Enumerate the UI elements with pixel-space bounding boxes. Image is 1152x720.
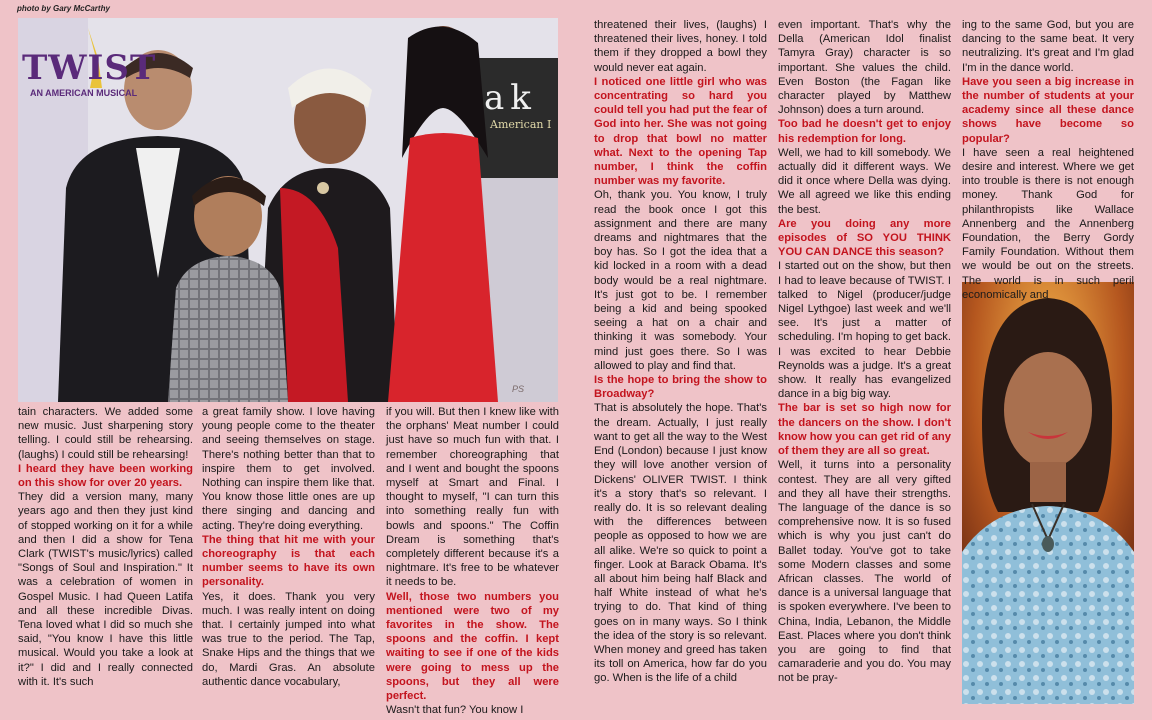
interview-answer: tain characters. We added some new music. Just sharpening story telling. I could still be rehearsing. (laughs) I could still be rehearsing! [18,406,193,461]
column-2 [202,405,375,718]
interview-question: Too bad he doesn't get to enjoy his redemption for long. [778,118,951,145]
interview-question: Are you doing any more episodes of SO YOU THINK YOU CAN DANCE this season? [778,217,951,259]
interview-answer: Well, we had to kill somebody. We actually did it different ways. We did it once where Della was dying. We all agreed we like this ending the best. [778,146,951,216]
column-6 [962,18,1134,301]
interview-answer: Yes, it does. Thank you very much. I was really intent on doing that. I certainly jumped into what was true to the period. The Tap, Snake Hips and the things that we do, Mardi Gras. An absolute authentic dance vocabulary, [202,590,375,688]
interview-answer: threatened their lives, (laughs) I threatened their lives, honey. I told them if they dropped a bowl they would never eat again. [594,19,767,74]
backdrop-subtitle: AN AMERICAN MUSICAL [30,88,138,98]
interview-answer: even important. That's why the Della (American Idol finalist Tamyra Gray) character is so important. She values the child. Even Boston (the Fagan like character played by Matthew Johnson) does a turn around. [778,19,951,117]
interview-answer: if you will. But then I knew like with the orphans' Meat number I could just have so much fun with that. I remember choreographing that and I went and bought the spoons myself at Smart and Final. I thought to myself, "I can turn this into something really fun with bowls and spoons." The Coffin Dream is something that's completely different because it's a nightmare. It's free to be whatever it needs to be. [386,406,559,589]
column-1 [18,405,193,718]
backdrop-logo: TWIST [22,48,157,88]
portrait-photo-illustration [962,282,1134,704]
interview-question: Is the hope to bring the show to Broadway? [594,374,767,401]
interview-answer: They did a version many, many years ago and then they just kind of stopped working on it for a while and then I did a show for Tena Clark (TWIST's music/lyrics) called "Songs of Soul and Inspiration." It was a celebration of women in Gospel Music. I had Queen Latifa and all these incredible Divas. Tena loved what I did so much she said, "You know I have this little musical. Would you take a look at it?" I did and I really connected with it. It's such [18,491,193,688]
interview-answer: Wasn't that fun? You know I [386,704,524,717]
group-photo [18,18,558,402]
interview-question: Well, those two numbers you mentioned were two of my favorites in the show. The spoons and the coffin. I kept waiting to see if one of the kids were going to mess up the spoons, but they all were perfect. [386,590,559,703]
portrait-photo [962,282,1134,704]
interview-answer: I started out on the show, but then I had to leave because of TWIST. I talked to Nigel (producer/judge Nigel Lythgoe) last week and we'll see. It's just a matter of scheduling. I'm hoping to get back. I was excited to hear Debbie Reynolds was a judge. It's a great show. It really has evangelized dance in a big big way. [778,260,951,401]
interview-answer: a great family show. I love having young people come to the theater and seeing themselves on stage. There's nothing better than that to inspire them to get involved. Nothing can inspire them like that. You know those little ones are up there singing and dancing and acting. They're doing everything. [202,406,375,532]
interview-answer: That is absolutely the hope. That's the dream. Actually, I just really want to get all the way to the West End (London) because I just know they will love another version of Dickens' OLIVER TWIST. I think it's a story that's so relevant. I really do. It is so relevant dealing with the differences between people as opposed to how we are all alike. We're so quick to point a finger. Look at Barack Obama. It's all about him being half Black and half White instead of what he's trying to do. That kind of thing goes on in many ways. So I think the idea of the story is so relevant. When money and greed has taken its toll on America, how far do you go. When is the life of a child [594,402,767,685]
photographer-mark: PS [512,384,525,394]
backdrop-right-logo: ak [484,78,537,118]
photo-credit: photo by Gary McCarthy [17,4,110,13]
interview-question: The thing that hit me with your choreography is that each number seems to have its own personality. [202,533,375,589]
interview-question: Have you seen a big increase in the number of students at your academy since all these dance shows have become so popular? [962,75,1134,145]
interview-answer: Oh, thank you. You know, I truly read the book once I got this assignment and there are many dreams and nightmares that the boy has. So I got the idea that a kid locked in a room with a dead body would be a real nightmare. It's just got to be. I remember being a kid and being spooked seeing a hat on a chair and thinking it was somebody. Your mind just goes there. So I was allowed to play and find that. [594,189,767,372]
column-3 [386,405,559,718]
backdrop-right-subtitle: American I [490,118,552,131]
interview-answer: Well, it turns into a personality contest. They are all very gifted and they all have their strengths. The language of the dance is so comprehensive now. It is so fused which is why you just can't do Ballet today. You've got to take some Modern classes and some African classes. The world of dance is a universal language that is spoken everywhere. I've been to China, India, Lebanon, the Middle East. Places where you don't think you are going to find that camaraderie and you do. You may not be pray- [778,459,951,685]
interview-question: I noticed one little girl who was concentrating so hard you could tell you had put the fear of God into her. She was not going to drop that bowl no matter what. Next to the opening Tap number, I think the coffin number was my favorite. [594,75,767,188]
interview-answer: I have seen a real heightened desire and interest. Where we get into trouble is there is not enough money. Thank God for philanthropists like Wallace Annenberg and the Annenberg Foundation, the Berry Gordy Family Foundation. Without them we would be out on the streets. The world is in such peril economically and [962,146,1134,301]
interview-answer: ing to the same God, but you are dancing to the same beat. It very neutralizing. It's great and I'm glad I'm in the dance world. [962,19,1134,74]
column-4 [594,18,767,718]
interview-question: The bar is set so high now for the dancers on the show. I don't know how you can get rid of any of them they are all so great. [778,402,951,458]
column-5 [778,18,951,718]
interview-question: I heard they have been working on this show for over 20 years. [18,462,193,490]
